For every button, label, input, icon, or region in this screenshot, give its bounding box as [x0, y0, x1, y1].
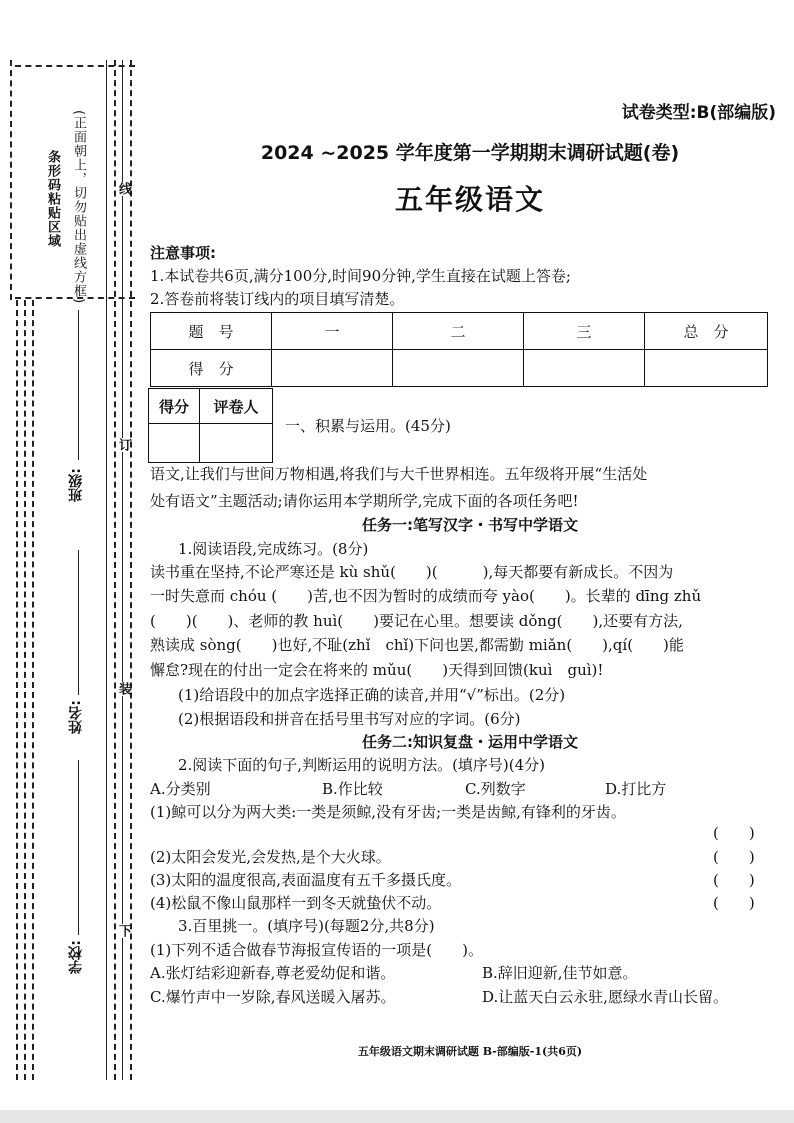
grader-label: 评卷人 — [200, 389, 273, 424]
score-header-cell: 一 — [272, 313, 393, 350]
q3-1-option: D.让蓝天白云永驻,愿绿水青山长留。 — [482, 988, 729, 1006]
grader-box — [148, 388, 273, 463]
class-field[interactable] — [78, 310, 79, 460]
notice-heading: 注意事项: — [150, 244, 216, 262]
passage-line: 懈怠?现在的付出一定会在将来的 mǔu( )天得到回馈(kuì guì)! — [150, 661, 604, 679]
passage-line: 一时失意而 chóu ( )苦,也不因为暂时的成绩而夸 yào( )。长辈的 dīng zhǔ — [150, 587, 702, 605]
q2-item: (4)松鼠不像山鼠那样一到冬天就蛰伏不动。 — [150, 894, 442, 912]
cut-char-ding: 订 — [116, 438, 131, 452]
q2-item: (1)鲸可以分为两大类:一类是须鲸,没有牙齿;一类是齿鲸,有锋利的牙齿。 — [150, 803, 626, 821]
score-cell[interactable] — [393, 350, 524, 387]
paper-type: 试卷类型:B(部编版) — [621, 103, 776, 123]
question-1: 1.阅读语段,完成练习。(8分) — [178, 540, 369, 558]
passage-line: 读书重在坚持,不论严寒还是 kù shǔ( )( ),每天都要有新成长。不因为 — [150, 563, 674, 581]
task2-heading: 任务二:知识复盘・运用中学语文 — [361, 733, 578, 751]
answer-blank[interactable]: ( ) — [713, 871, 755, 889]
name-label: 姓名: — [68, 700, 84, 734]
score-cell[interactable] — [645, 350, 768, 387]
exam-subtitle: 五年级语文 — [394, 183, 545, 216]
score-header-cell: 三 — [524, 313, 645, 350]
q3-1-option: C.爆竹声中一岁除,春风送暖入屠苏。 — [150, 988, 396, 1006]
answer-blank[interactable]: ( ) — [713, 848, 755, 866]
notice-item: 2.答卷前将装订线内的项目填写清楚。 — [150, 290, 405, 308]
grader-score-cell[interactable] — [149, 424, 200, 463]
barcode-area-label: 条形码粘贴区域 — [45, 150, 60, 248]
passage-line: ( )( )、老师的教 huì( )要记在心里。想要读 dǒng( ),还要有方法, — [150, 612, 683, 630]
score-header-cell: 二 — [393, 313, 524, 350]
intro-line: 处有语文”主题活动;请你运用本学期所学,完成下面的各项任务吧! — [150, 492, 579, 510]
q2-option: A.分类别 — [150, 780, 211, 798]
q3-1-option: A.张灯结彩迎新春,尊老爱幼促和谐。 — [150, 964, 396, 982]
cut-char-xia: 下 — [116, 924, 131, 938]
barcode-note: (正面朝上，切勿贴出虚线方框) — [71, 110, 86, 305]
q2-option: C.列数字 — [465, 780, 526, 798]
q3-1-option: B.辞旧迎新,佳节如意。 — [482, 964, 638, 982]
score-header-cell: 总 分 — [645, 313, 768, 350]
q1-sub: (2)根据语段和拼音在括号里书写对应的字词。(6分) — [178, 710, 521, 728]
exam-title: 2024 ~2025 学年度第一学期期末调研试题(卷) — [260, 142, 680, 164]
q2-option: B.作比较 — [322, 780, 383, 798]
q2-item: (3)太阳的温度很高,表面温度有五千多摄氏度。 — [150, 871, 462, 889]
answer-blank[interactable]: ( ) — [713, 824, 755, 842]
cut-char-zhuang: 装 — [116, 682, 131, 696]
section1-title: 一、积累与运用。(45分) — [285, 417, 451, 435]
class-label: 班级: — [68, 468, 84, 502]
score-cell[interactable] — [272, 350, 393, 387]
school-field[interactable] — [78, 760, 79, 935]
score-row-label: 得 分 — [151, 350, 272, 387]
score-cell[interactable] — [524, 350, 645, 387]
page-footer: 五年级语文期末调研试题 B-部编版-1(共6页) — [357, 1045, 583, 1058]
scan-bottom-bar — [0, 1110, 794, 1123]
intro-line: 语文,让我们与世间万物相遇,将我们与大千世界相连。五年级将开展“生活处 — [150, 465, 648, 483]
grader-name-cell[interactable] — [200, 424, 273, 463]
question-2: 2.阅读下面的句子,判断运用的说明方法。(填序号)(4分) — [178, 756, 546, 774]
score-table — [150, 312, 768, 387]
answer-blank[interactable]: ( ) — [713, 894, 755, 912]
binding-strip — [10, 60, 135, 1080]
q3-1: (1)下列不适合做春节海报宣传语的一项是( )。 — [150, 941, 483, 959]
grader-score-label: 得分 — [149, 389, 200, 424]
cut-char-line: 线 — [116, 182, 131, 196]
school-label: 学校: — [68, 940, 84, 974]
question-3: 3.百里挑一。(填序号)(每题2分,共8分) — [178, 917, 435, 935]
name-field[interactable] — [78, 550, 79, 695]
score-header-cell: 题 号 — [151, 313, 272, 350]
q2-option: D.打比方 — [605, 780, 667, 798]
task1-heading: 任务一:笔写汉字・书写中学语文 — [361, 516, 578, 534]
passage-line: 熟读成 sòng( )也好,不耻(zhǐ chǐ)下问也罢,都需勤 miǎn( ),qí( )能 — [150, 636, 684, 654]
q2-item: (2)太阳会发光,会发热,是个大火球。 — [150, 848, 391, 866]
notice-item: 1.本试卷共6页,满分100分,时间90分钟,学生直接在试题上答卷; — [150, 267, 571, 285]
q1-sub: (1)给语段中的加点字选择正确的读音,并用“√”标出。(2分) — [178, 686, 566, 704]
